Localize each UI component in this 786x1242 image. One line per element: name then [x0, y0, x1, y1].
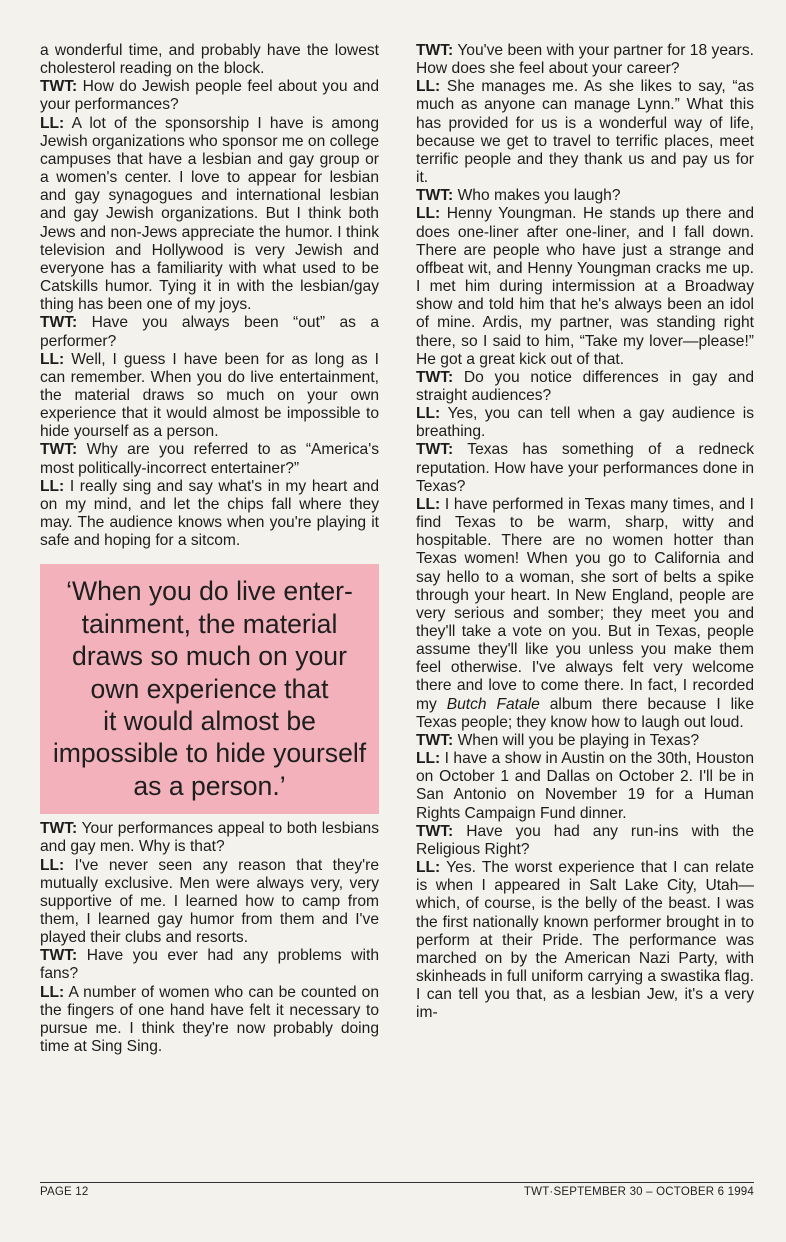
- paragraph: [40, 947, 379, 983]
- speaker-label: LL:: [416, 205, 441, 223]
- paragraph-text: I've never seen any reason that they're mutually exclusive. Men were always very, very supportive of me. I learned how to camp from them, I learned gay humor from them and I've played their clubs and resorts.: [40, 856, 379, 947]
- paragraph-text: I have a show in Austin on the 30th, Houston on October 1 and Dallas on October 2. I'll be in San Antonio on November 19 for a Human Rights Campaign Fund dinner.: [416, 750, 754, 822]
- issue-dateline: TWT·SEPTEMBER 30 – OCTOBER 6 1994: [523, 1186, 754, 1198]
- speaker-label: LL:: [416, 750, 441, 768]
- paragraph-text: Have you had any run-ins with the Religious Right?: [416, 822, 754, 858]
- paragraph-text: How do Jewish people feel about you and your performances?: [40, 78, 379, 114]
- paragraph-text: She manages me. As she likes to say, “as much as anyone can manage Lynn.” What this has provided for us is a wonderful way of life, because we get to travel to terrific places, meet terrific people and they thank us and pay us for it.: [416, 78, 754, 187]
- pull-quote-line: own experience that: [90, 673, 329, 704]
- paragraph: [416, 405, 754, 441]
- paragraph: [416, 496, 754, 732]
- right-column: [416, 42, 754, 1022]
- pull-quote-line: tainment, the material: [81, 608, 338, 639]
- paragraph: [40, 314, 379, 350]
- speaker-label: TWT:: [416, 368, 454, 386]
- paragraph-text: I really sing and say what's in my heart and on my mind, and let the chips fall where they may. The audience knows when you're playing it safe and hoping for a sitcom.: [40, 477, 379, 550]
- speaker-label: LL:: [40, 983, 65, 1001]
- paragraph: [416, 823, 754, 859]
- paragraph-text: Well, I guess I have been for as long as I can remember. When you do live entertainment, the material draws so much on your own experience that it would almost be impossible to hide yourself as a person.: [40, 350, 379, 441]
- paragraph: [40, 857, 379, 948]
- paragraph-text: I have performed in Texas many times, and I find Texas to be warm, sharp, witty and hospitable. There are no women hotter than Texas women! When you go to California and say hello to a woman, she sort of belts a spike through your heart. In New England, people are very serious and somber; they meet you and they'll take a vote on you. But in Texas, people assume they'll like you unless you make them feel otherwise. I've always felt very welcome there and love to come there. In fact, I recorded my: [416, 495, 754, 713]
- paragraph: [416, 859, 754, 1022]
- speaker-label: TWT:: [416, 822, 454, 840]
- left-column-text-bottom: [40, 820, 379, 1056]
- speaker-label: TWT:: [40, 441, 78, 459]
- paragraph: [40, 984, 379, 1057]
- paragraph-text: Do you notice differences in gay and straight audiences?: [416, 368, 754, 404]
- speaker-label: TWT:: [40, 78, 78, 96]
- paragraph-text: When will you be playing in Texas?: [453, 731, 700, 749]
- pull-quote: [40, 564, 379, 814]
- paragraph-text: You've been with your partner for 18 years. How does she feel about your career?: [416, 42, 754, 78]
- paragraph: [416, 187, 754, 205]
- speaker-label: LL:: [416, 495, 441, 513]
- paragraph-text: Who makes you laugh?: [453, 187, 621, 205]
- paragraph: [40, 78, 379, 114]
- paragraph-text: Henny Youngman. He stands up there and does one-liner after one-liner, and I fall down. There are people who have just a strange and offbeat wit, and Henny Youngman cracks me up. I met him during intermission at a Broadway show and told him that he's always been an idol of mine. Ardis, my partner, was standing right there, so I said to him, “Take my lover—please!” He got a great kick out of that.: [416, 205, 754, 368]
- paragraph: [40, 441, 379, 477]
- paragraph: [40, 478, 379, 551]
- speaker-label: TWT:: [416, 187, 454, 205]
- pull-quote-line: draws so much on your: [72, 641, 347, 672]
- speaker-label: TWT:: [40, 820, 78, 838]
- speaker-label: LL:: [40, 856, 65, 874]
- speaker-label: LL:: [416, 78, 441, 96]
- left-column: [40, 42, 379, 1056]
- paragraph-text-tail: album there because I like Texas people; they know how to laugh out loud.: [416, 695, 754, 731]
- paragraph: [416, 441, 754, 495]
- paragraph-text: Have you always been “out” as a performer?: [40, 314, 379, 350]
- paragraph: [416, 42, 754, 78]
- album-title: Butch Fatale: [446, 695, 540, 713]
- pull-quote-line: ‘When you do live enter-: [66, 576, 353, 607]
- pull-quote-line: it would almost be: [103, 706, 316, 736]
- paragraph-text: Why are you referred to as “America's most politically-incorrect entertainer?”: [40, 441, 379, 477]
- paragraph-text: Yes, you can tell when a gay audience is breathing.: [416, 405, 754, 441]
- speaker-label: LL:: [40, 350, 65, 368]
- speaker-label: TWT:: [416, 441, 454, 459]
- paragraph-text: Texas has something of a redneck reputation. How have your performances done in Texas?: [416, 441, 754, 495]
- speaker-label: TWT:: [40, 947, 78, 965]
- paragraph: [416, 732, 754, 750]
- left-column-text-top: [40, 42, 379, 550]
- speaker-label: TWT:: [40, 314, 78, 332]
- paragraph-text: A number of women who can be counted on the fingers of one hand have felt it necessary to pursue me. I think they're now probably doing time at Sing Sing.: [40, 983, 379, 1056]
- speaker-label: LL:: [416, 859, 441, 877]
- paragraph: [416, 369, 754, 405]
- paragraph: [40, 42, 379, 78]
- paragraph: [40, 115, 379, 315]
- paragraph-text: Your performances appeal to both lesbians and gay men. Why is that?: [40, 820, 379, 856]
- speaker-label: LL:: [40, 477, 65, 495]
- paragraph-text: A lot of the sponsorship I have is among Jewish organizations who sponsor me on college campuses that have a lesbian and gay group or a women's center. I love to appear for lesbian and gay synagogues and international lesbian and gay Jewish organizations. But I think both Jews and non-Jews appreciate the humor. I think television and Hollywood is very Jewish and everyone has a familiarity with what used to be Catskills humor. Tying it in with the lesbian/gay thing has been one of my joys.: [40, 114, 379, 314]
- paragraph: [416, 750, 754, 823]
- speaker-label: LL:: [416, 405, 441, 423]
- paragraph: [40, 820, 379, 856]
- paragraph-text: Have you ever had any problems with fans?: [40, 947, 379, 983]
- paragraph-text: a wonderful time, and probably have the lowest cholesterol reading on the block.: [40, 42, 379, 78]
- speaker-label: LL:: [40, 114, 65, 132]
- pull-quote-line: impossible to hide yourself: [52, 738, 367, 769]
- speaker-label: TWT:: [416, 731, 454, 749]
- footer-divider: [40, 1182, 754, 1183]
- speaker-label: TWT:: [416, 42, 454, 59]
- page-number: PAGE 12: [40, 1186, 89, 1198]
- pull-quote-line: as a person.’: [133, 770, 286, 801]
- paragraph: [40, 351, 379, 442]
- paragraph: [416, 78, 754, 187]
- paragraph: [416, 205, 754, 368]
- paragraph-text: Yes. The worst experience that I can relate is when I appeared in Salt Lake City, Utah—which, of course, is the belly of the beast. I was the first nationally known performer brought in to perform at their Pride. The performance was marched on by the American Nazi Party, with skinheads in full uniform carrying a swastika flag. I can tell you that, as a lesbian Jew, it's a very im-: [416, 859, 755, 1022]
